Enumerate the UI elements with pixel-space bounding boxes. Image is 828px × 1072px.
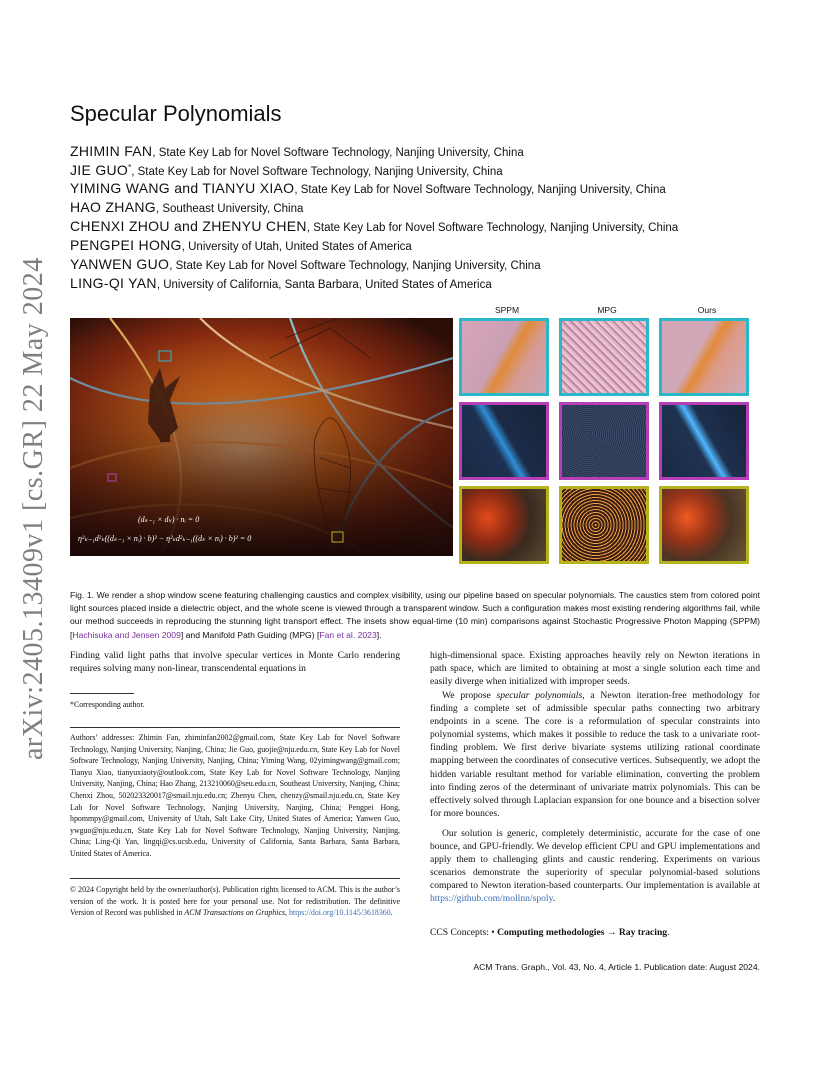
page-footer: ACM Trans. Graph., Vol. 43, No. 4, Article 1. Publication date: August 2024.	[473, 962, 760, 972]
caption-text: Fig. 1. We render a shop window scene featuring challenging caustics and complex visibility, using our pipeline based on specular polynomials. The caustics stem from colored point light sources placed inside a dielectric object, and the whole scene is viewed through a transparent window. Such a configuration makes most existing rendering algorithms fail, while our method succeeds in reproducing the stunning light transport effect. The insets show equal-time (10 min) comparisons against Stochastic Progressive Photon Mapping (SPPM) [	[70, 590, 760, 640]
author-affiliation: , State Key Lab for Novel Software Technology, Nanjing University, China	[131, 166, 503, 178]
github-link[interactable]: https://github.com/mollnn/spoly	[430, 893, 553, 905]
inset-ours-row1	[659, 318, 749, 396]
ccs-term: Ray tracing	[618, 927, 668, 938]
author-name: YIMING WANG and TIANYU XIAO	[70, 180, 295, 196]
author-affiliation: , State Key Lab for Novel Software Technology, Nanjing University, China	[306, 222, 679, 234]
column-header-ours: Ours	[697, 305, 717, 315]
body-text: We propose	[442, 690, 497, 701]
authors-addresses: Authors’ addresses: Zhimin Fan, zhiminfan2002@gmail.com, State Key Lab for Novel Software Technology, Nanjing University, Nanjing, China; Jie Guo, guojie@nju.edu.cn, State Key Lab for Novel Software Technology, Nanjing University, Nanjing, China; Yiming Wang, 02yimingwang@gmail.com; Tianyu Xiao, tianyuxiaoty@outlook.com, State Key Lab for Novel Software Technology, Nanjing University, Nanjing, China; Hao Zhang, 213210060@seu.edu.cn, Southeast University, Nanjing, China; Chenxi Zhou, 502023320017@smail.nju.edu.cn; Zhenyu Chen, chenzy@smail.nju.edu.cn, State Key Lab for Novel Software Technology, Nanjing University, Nanjing, China; Pengpei Hong, hpommpy@gmail.com, University of Utah, Salt Lake City, United States of America; Yanwen Guo, ywguo@nju.edu.cn, State Key Lab for Novel Software Technology, Nanjing University, Nanjing, China; Ling-Qi Yan, lingqi@cs.ucsb.edu, University of California, Santa Barbara, Santa Barbara, United States of America.	[70, 733, 400, 858]
author-affiliation: , State Key Lab for Novel Software Technology, Nanjing University, China	[152, 147, 524, 159]
body-paragraph	[430, 689, 760, 820]
corresponding-footnote: *Corresponding author.	[70, 700, 145, 709]
copyright-text: © 2024 Copyright held by the owner/author(s). Publication rights licensed to ACM. This is the author’s version of the work. It is posted here for your personal use. Not for redistribution. The definitive Version of Record was published in	[70, 885, 400, 918]
doi-link[interactable]: https://doi.org/10.1145/3618360	[288, 908, 391, 918]
address-divider	[70, 727, 400, 728]
body-paragraph: high-dimensional space. Existing approaches heavily rely on Newton iterations in path space, which are limited to obtaining at most a single solution each time and easily diverge when initialized with improper seeds.	[430, 650, 760, 688]
author-affiliation: , Southeast University, China	[155, 203, 304, 215]
ccs-label: CCS Concepts: •	[430, 927, 498, 938]
inset-ours-row2	[659, 402, 749, 480]
intro-paragraph: Finding valid light paths that involve specular vertices in Monte Carlo rendering requires solving many non-linear, transcendental equations in	[70, 650, 400, 675]
author-affiliation: , State Key Lab for Novel Software Technology, Nanjing University, China	[294, 184, 666, 196]
copyright-divider	[70, 878, 400, 879]
author-name: PENGPEI HONG	[70, 237, 182, 253]
author-affiliation: , University of California, Santa Barbara, United States of America	[156, 279, 492, 291]
body-text: Our solution is generic, completely deterministic, accurate for the case of one bounce, and GPU-friendly. We develop efficient CPU and GPU implementations and apply them to challenging glints and caustic rendering. Experiments on various scenarios demonstrate the superiority of specular polynomial-based solutions compared to Newton iteration-based counterparts. Our implementation is available at	[430, 828, 760, 892]
body-text: , a Newton iteration-free methodology for finding a complete set of admissible specular paths connecting two arbitrary endpoints in a scene. The core is a reformulation of specular constraints into polynomial systems, which makes it possible to reduce the task to a univariate root-finding problem. We first derive bivariate systems utilizing rational coordinate mapping between the coordinates of consecutive vertices. Subsequently, we adopt the hidden variable resultant method for variable elimination, converting the problem into finding zeros of the determinant of univariate matrix polynomials. This can be effectively solved through Laplacian expansion for one bounce and a bisection solver for more bounces.	[430, 690, 761, 819]
ccs-term: Computing methodologies	[497, 927, 605, 938]
corresponding-mark: *	[128, 163, 132, 173]
column-header-mpg: MPG	[597, 305, 617, 315]
equation-label-1: (dₖ₋₁ × dₖ) · nᵢ = 0	[138, 515, 200, 524]
column-header-sppm: SPPM	[494, 305, 520, 315]
citation-link[interactable]: Fan et al. 2023	[319, 629, 377, 640]
ccs-concepts	[430, 926, 760, 939]
copyright-notice	[70, 884, 400, 919]
body-text: .	[552, 893, 556, 905]
author-line	[70, 256, 541, 272]
inset-mpg-row1	[559, 318, 649, 396]
caustic-scene-illustration	[70, 318, 453, 556]
author-affiliation: , State Key Lab for Novel Software Technology, Nanjing University, China	[169, 260, 541, 272]
caption-text: ].	[376, 629, 382, 640]
author-name: ZHIMIN FAN	[70, 143, 153, 159]
copyright-text: ,	[285, 908, 289, 918]
figure-caption	[70, 589, 760, 642]
teaser-render-image	[70, 318, 453, 556]
ccs-label: .	[667, 927, 670, 938]
author-line	[70, 199, 303, 215]
author-line	[70, 180, 666, 196]
inset-sppm-row2	[459, 402, 549, 480]
copyright-text: .	[390, 908, 393, 918]
author-name: YANWEN GUO	[70, 256, 170, 272]
author-name: HAO ZHANG	[70, 199, 156, 215]
inset-sppm-row3	[459, 486, 549, 564]
citation-link[interactable]: Hachisuka and Jensen 2009	[72, 629, 181, 640]
inset-ours-row3	[659, 486, 749, 564]
author-line	[70, 218, 678, 234]
inset-sppm-row1	[459, 318, 549, 396]
author-name: CHENXI ZHOU and ZHENYU CHEN	[70, 218, 307, 234]
author-line	[70, 143, 524, 159]
author-line	[70, 162, 503, 178]
author-name: LING-QI YAN	[70, 275, 157, 291]
author-line	[70, 237, 412, 253]
author-line	[70, 275, 492, 291]
inset-mpg-row3	[559, 486, 649, 564]
equation-label-2: η²ₖ₋₁d²ₖ((dₖ₋₁ × nᵢ) · b)² − η²ₖd²ₖ₋₁((dₖ × nᵢ) · b)² = 0	[78, 534, 252, 543]
author-affiliation: , University of Utah, United States of America	[181, 241, 412, 253]
inset-mpg-row2	[559, 402, 649, 480]
caption-text: ] and Manifold Path Guiding (MPG) [	[180, 629, 320, 640]
footnote-divider	[70, 693, 134, 694]
body-paragraph	[430, 827, 760, 906]
emphasis-term: specular polynomials	[496, 690, 583, 701]
arxiv-stamp: arXiv:2405.13409v1 [cs.GR] 22 May 2024	[18, 257, 49, 760]
paper-title: Specular Polynomials	[70, 101, 282, 126]
ccs-arrow: →	[604, 927, 619, 938]
journal-name: ACM Transactions on Graphics	[184, 908, 286, 918]
author-name: JIE GUO	[70, 162, 129, 178]
